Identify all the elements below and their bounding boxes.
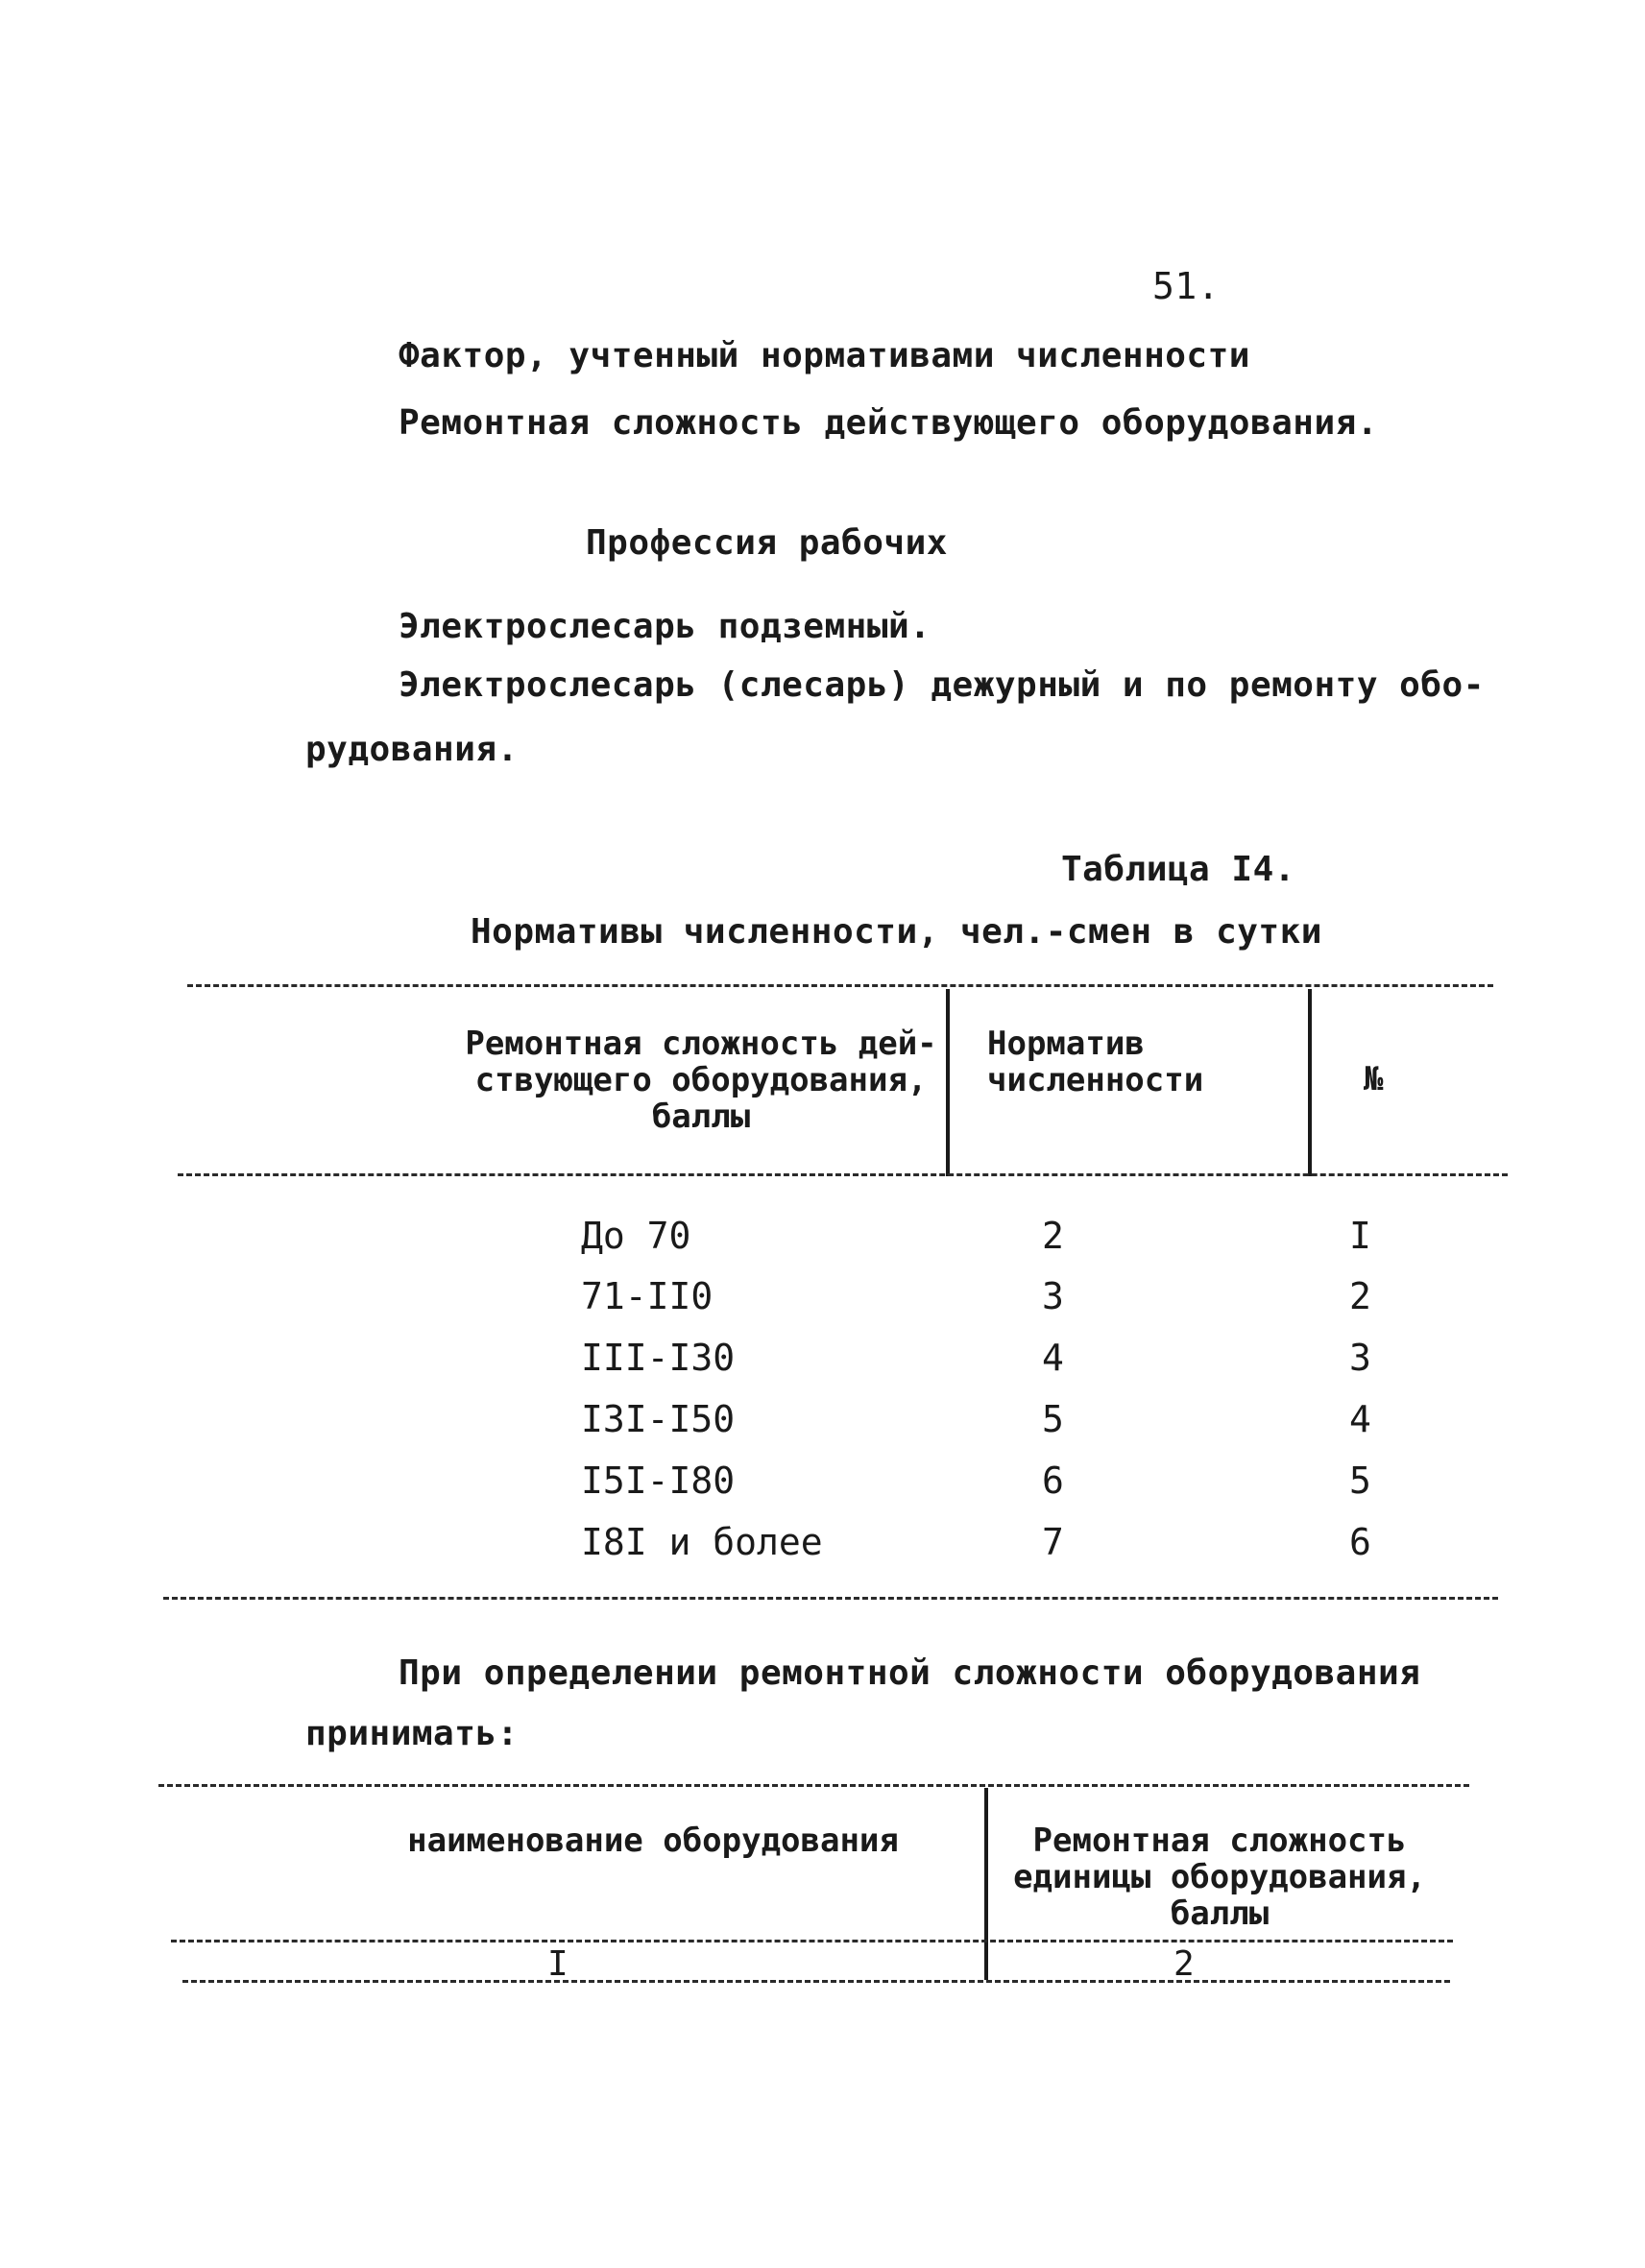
table14-row-range: I8I и более (581, 1521, 823, 1563)
table14-row-norm: 3 (1042, 1275, 1064, 1317)
table14-row-range: III-I30 (581, 1337, 736, 1379)
equipment-table-top-rule (158, 1784, 1469, 1787)
note-line-2: принимать: (305, 1714, 519, 1753)
table14-header-col1: Ремонтная сложность дей- ствующего оборудования, баллы (465, 1025, 937, 1136)
table14-row-range: I3I-I50 (581, 1398, 736, 1440)
table14-row-range: 71-II0 (581, 1275, 714, 1317)
table14-title: Нормативы численности, чел.-смен в сутки (471, 912, 1322, 952)
table14-row-no: I (1349, 1215, 1371, 1257)
equipment-table-col-divider (984, 1788, 988, 1980)
table14-label: Таблица I4. (1061, 850, 1295, 889)
profession-line-2: Электрослесарь (слесарь) дежурный и по ремонту обо- (399, 665, 1485, 705)
profession-line-1: Электрослесарь подземный. (399, 607, 931, 646)
table14-header-col3: № (1364, 1060, 1384, 1098)
intro-line-1: Фактор, учтенный нормативами численности (399, 336, 1250, 375)
equipment-table-number-col1: I (547, 1944, 568, 1984)
table14-header-rule (178, 1173, 1508, 1176)
table14-row-no: 5 (1349, 1460, 1371, 1502)
table14-row-no: 6 (1349, 1521, 1371, 1563)
table14-row-no: 3 (1349, 1337, 1371, 1379)
table14-row-no: 2 (1349, 1275, 1371, 1317)
profession-heading: Профессия рабочих (586, 523, 948, 563)
table14-row-norm: 4 (1042, 1337, 1064, 1379)
table14-row-range: До 70 (581, 1215, 691, 1257)
table14-row-norm: 6 (1042, 1460, 1064, 1502)
table14-row-norm: 7 (1042, 1521, 1064, 1563)
equipment-table-header-col2: Ремонтная сложность единицы оборудования, баллы (1013, 1822, 1426, 1933)
table14-top-rule (187, 984, 1493, 987)
equipment-table-header-rule (171, 1940, 1453, 1942)
profession-line-3: рудования. (305, 730, 519, 769)
equipment-table-bottom-rule (182, 1980, 1450, 1983)
table14-row-no: 4 (1349, 1398, 1371, 1440)
page-number: 51. (1152, 265, 1221, 307)
table14-row-norm: 2 (1042, 1215, 1064, 1257)
table14-col-divider-2 (1308, 989, 1312, 1176)
note-line-1: При определении ремонтной сложности оборудования (399, 1653, 1421, 1693)
table14-header-col2: Норматив численности (987, 1025, 1204, 1099)
table14-row-range: I5I-I80 (581, 1460, 736, 1502)
intro-line-2: Ремонтная сложность действующего оборудования. (399, 403, 1378, 443)
table14-row-norm: 5 (1042, 1398, 1064, 1440)
equipment-table-header-col1: наименование оборудования (407, 1822, 899, 1860)
table14-bottom-rule (163, 1597, 1498, 1600)
equipment-table-number-col2: 2 (1173, 1944, 1195, 1984)
